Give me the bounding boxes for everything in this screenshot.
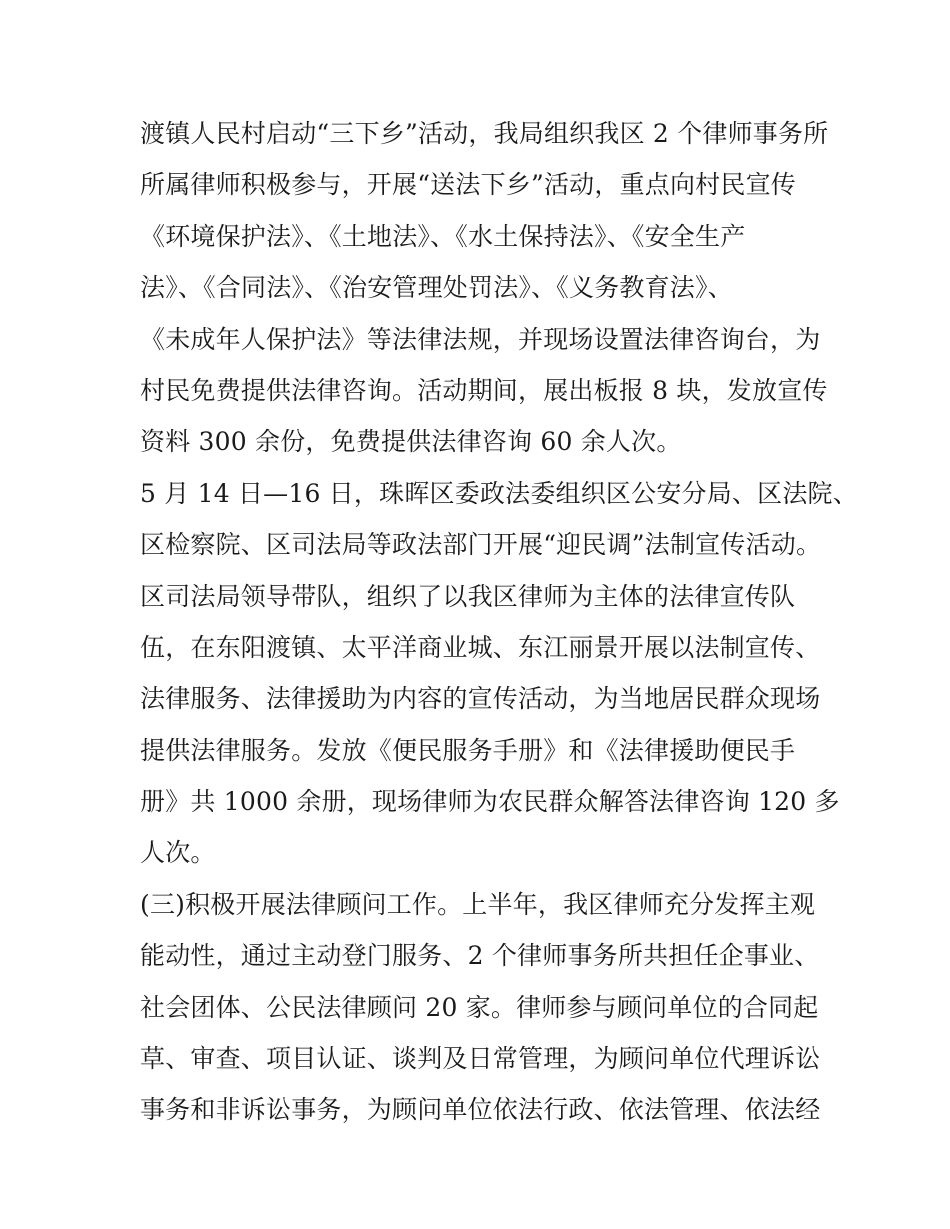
text-line: 村民免费提供法律咨询。活动期间，展出板报 8 块，发放宣传 xyxy=(140,375,828,405)
text-line: 《环境保护法》、《土地法》、《水土保持法》、《安全生产 xyxy=(140,221,746,251)
body-text xyxy=(140,108,858,1136)
text-line: 渡镇人民村启动“三下乡”活动，我局组织我区 2 个律师事务所 xyxy=(140,119,829,148)
text-line: 社会团体、公民法律顾问 20 家。律师参与顾问单位的合同起 xyxy=(140,992,819,1022)
text-line: 《未成年人保护法》等法律法规，并现场设置法律咨询台，为 xyxy=(140,324,821,354)
text-line: 册》共 1000 余册，现场律师为农民群众解答法律咨询 120 多 xyxy=(140,787,840,817)
text-line: 草、审查、项目认证、谈判及日常管理，为顾问单位代理诉讼 xyxy=(140,1044,821,1074)
text-line: 资料 300 余份，免费提供法律咨询 60 余人次。 xyxy=(140,427,682,457)
text-line: (三)积极开展法律顾问工作。上半年，我区律师充分发挥主观 xyxy=(140,889,816,919)
text-line: 法律服务、法律援助为内容的宣传活动，为当地居民群众现场 xyxy=(140,684,821,714)
text-line: 区司法局领导带队，组织了以我区律师为主体的法律宣传队 xyxy=(140,581,796,611)
text-line: 区检察院、区司法局等政法部门开展“迎民调”法制宣传活动。 xyxy=(140,530,822,560)
text-line: 事务和非诉讼事务，为顾问单位依法行政、依法管理、依法经 xyxy=(140,1095,821,1125)
text-line: 法》、《合同法》、《治安管理处罚法》、《义务教育法》、 xyxy=(140,273,733,303)
text-line: 能动性，通过主动登门服务、2 个律师事务所共担任企事业、 xyxy=(140,941,820,971)
text-line: 5 月 14 日—16 日，珠晖区委政法委组织区公安分局、区法院、 xyxy=(140,478,858,508)
text-line: 伍，在东阳渡镇、太平洋商业城、东江丽景开展以法制宣传、 xyxy=(140,632,821,662)
text-line: 所属律师积极参与，开展“送法下乡”活动，重点向村民宣传 xyxy=(140,170,796,200)
text-line: 提供法律服务。发放《便民服务手册》和《法律援助便民手 xyxy=(140,735,796,765)
text-line: 人次。 xyxy=(140,838,216,868)
